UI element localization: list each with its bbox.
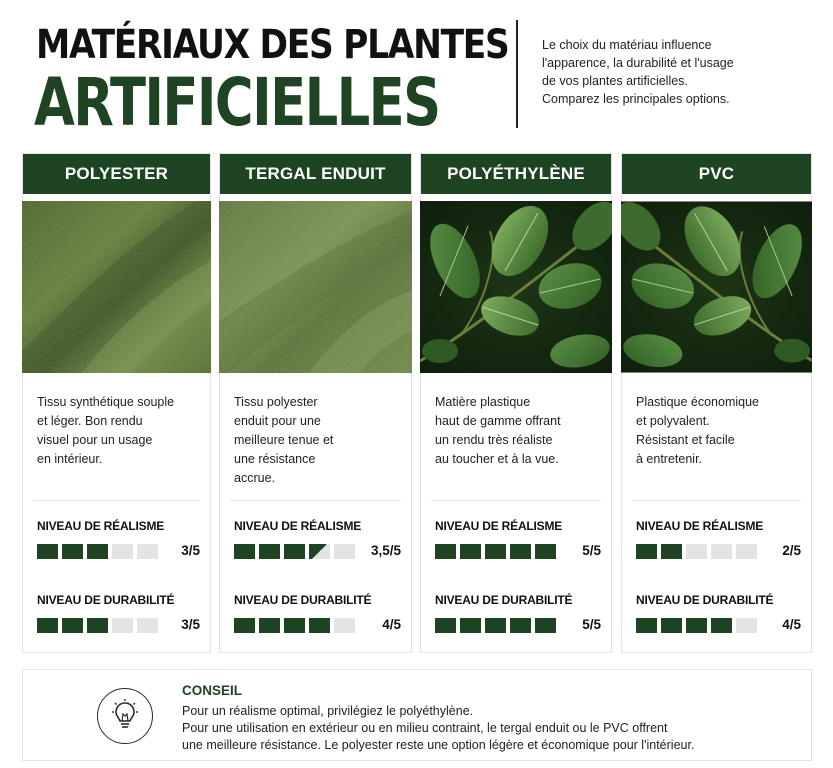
intro-text [542,36,782,108]
tip-title: CONSEIL [182,683,243,698]
tip-text [182,703,782,754]
card-description [435,393,561,469]
card-polyethylene [420,153,612,653]
green-leaves-photo-image [420,201,612,373]
description-line: en intérieur. [37,452,103,466]
page-title-line2: ARTIFICIELLES [34,64,440,141]
rating-segment [435,618,456,633]
durability-label: NIVEAU DE DURABILITÉ [234,593,372,607]
tip-line: Pour une utilisation en extérieur ou en milieu contraint, le tergal enduit ou le PVC offrent [182,721,668,735]
card-description [37,393,174,469]
rating-segment [435,544,456,559]
description-line: Résistant et facile [636,433,735,447]
rating-segment [736,618,757,633]
realism-label: NIVEAU DE RÉALISME [435,519,563,533]
rating-segment [87,618,108,633]
rating-segment [661,544,682,559]
rating-segment [686,618,707,633]
realism-rating-bar [37,544,158,559]
tip-box [22,669,812,761]
realism-rating-bar [234,544,355,559]
description-line: meilleure tenue et [234,433,334,447]
rating-segment [62,618,83,633]
description-line: Matière plastique [435,395,531,409]
durability-score: 3/5 [181,617,200,632]
tip-line: Pour un réalisme optimal, privilégiez le polyéthylène. [182,704,474,718]
description-line: une résistance [234,452,316,466]
intro-line: Comparez les principales options. [542,92,730,106]
green-leaves-photo-image [621,201,812,373]
rating-segment [259,544,280,559]
durability-label: NIVEAU DE DURABILITÉ [37,593,175,607]
intro-line: Le choix du matériau influence [542,38,712,52]
divider [230,500,401,501]
rating-segment [137,544,158,559]
rating-segment [334,618,355,633]
rating-segment [711,618,732,633]
description-line: Plastique économique [636,395,759,409]
description-line: un rendu très réaliste [435,433,553,447]
description-line: accrue. [234,471,275,485]
coated-fabric-texture-image [219,201,412,373]
description-line: enduit pour une [234,414,321,428]
realism-rating-bar [435,544,556,559]
rating-segment [259,618,280,633]
durability-label: NIVEAU DE DURABILITÉ [435,593,573,607]
realism-score: 5/5 [582,543,601,558]
rating-segment [460,544,481,559]
rating-segment [485,618,506,633]
card-tergal-enduit [219,153,412,653]
rating-segment [460,618,481,633]
description-line: haut de gamme offrant [435,414,561,428]
description-line: Tissu synthétique souple [37,395,175,409]
rating-segment [309,544,330,559]
rating-segment [234,544,255,559]
rating-segment [137,618,158,633]
description-line: Tissu polyester [234,395,318,409]
rating-segment [37,618,58,633]
rating-segment [234,618,255,633]
card-pvc [621,153,812,653]
description-line: et polyvalent. [636,414,710,428]
intro-line: l'apparence, la durabilité et l'usage [542,56,734,70]
durability-rating-bar [37,618,158,633]
durability-score: 4/5 [782,617,801,632]
realism-label: NIVEAU DE RÉALISME [234,519,362,533]
rating-segment [636,544,657,559]
page-title-line1: MATÉRIAUX DES PLANTES [36,22,509,68]
card-title: POLYESTER [23,154,210,194]
intro-line: de vos plantes artificielles. [542,74,688,88]
rating-segment [535,618,556,633]
rating-segment [510,544,531,559]
rating-segment [510,618,531,633]
realism-label: NIVEAU DE RÉALISME [636,519,764,533]
rating-segment [284,544,305,559]
card-title: TERGAL ENDUIT [220,154,411,194]
header-divider [516,20,518,128]
card-description [636,393,759,469]
rating-segment [37,544,58,559]
header [22,18,812,141]
rating-segment [334,544,355,559]
realism-score: 2/5 [782,543,801,558]
rating-segment [87,544,108,559]
rating-segment [661,618,682,633]
divider [431,500,601,501]
rating-segment [535,544,556,559]
description-line: et léger. Bon rendu [37,414,143,428]
rating-segment [711,544,732,559]
rating-segment [309,618,330,633]
rating-segment [636,618,657,633]
durability-score: 5/5 [582,617,601,632]
tip-line: une meilleure résistance. Le polyester reste une option légère et économique pour l'intérieur. [182,738,695,752]
realism-score: 3,5/5 [370,543,401,558]
card-polyester [22,153,211,653]
rating-segment [62,544,83,559]
divider [33,500,200,501]
durability-rating-bar [234,618,355,633]
durability-rating-bar [435,618,556,633]
realism-rating-bar [636,544,757,559]
description-line: au toucher et à la vue. [435,452,559,466]
realism-label: NIVEAU DE RÉALISME [37,519,165,533]
card-description [234,393,333,488]
durability-rating-bar [636,618,757,633]
description-line: à entretenir. [636,452,703,466]
durability-score: 4/5 [382,617,401,632]
rating-segment [112,618,133,633]
rating-segment [112,544,133,559]
lightbulb-icon [97,688,153,744]
realism-score: 3/5 [181,543,200,558]
green-fabric-texture-image [22,201,211,373]
durability-label: NIVEAU DE DURABILITÉ [636,593,774,607]
materials-comparison [22,153,812,653]
divider [632,500,801,501]
card-title: POLYÉTHYLÈNE [421,154,611,194]
rating-segment [485,544,506,559]
rating-segment [736,544,757,559]
description-line: visuel pour un usage [37,433,153,447]
rating-segment [686,544,707,559]
rating-segment [284,618,305,633]
card-title: PVC [622,154,811,194]
